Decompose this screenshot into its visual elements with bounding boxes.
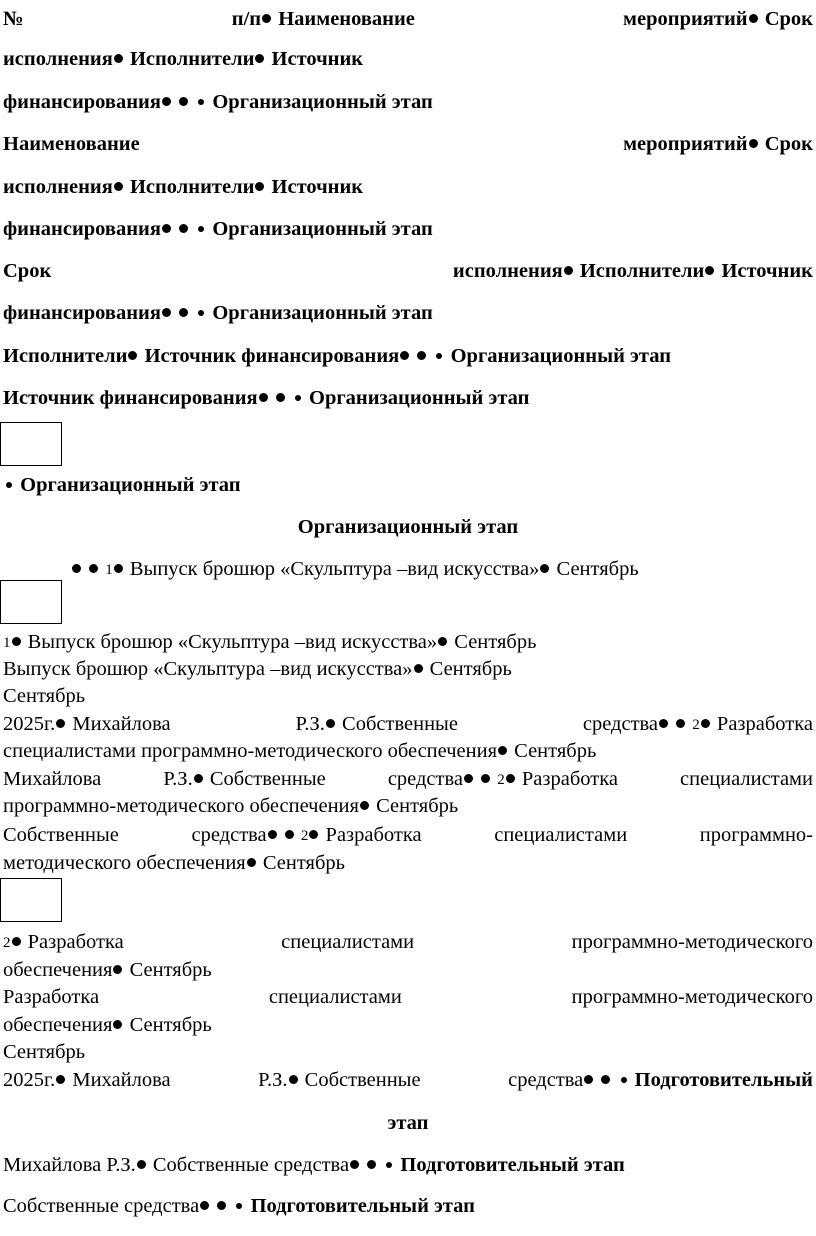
header-row-2: исполнения Исполнители Источник bbox=[3, 48, 364, 70]
item1-row-c: Выпуск брошюр «Скульптура –вид искусства» Сентябрь bbox=[3, 658, 512, 680]
bullet-icon bbox=[255, 182, 264, 191]
empty-cell-box bbox=[0, 422, 62, 466]
stage-org-heading: Организационный этап bbox=[297, 516, 519, 538]
small-bullet-icon bbox=[236, 1203, 242, 1209]
bullet-icon bbox=[289, 1075, 298, 1084]
small-bullet-icon bbox=[621, 1077, 627, 1083]
item1-row-a: 1 Выпуск брошюр «Скульптура –вид искусства» Сентябрь bbox=[3, 556, 813, 583]
executor-row: Михайлова Р.З. Собственные средства 2 Разработка специалистами bbox=[3, 768, 813, 790]
bullet-icon bbox=[676, 719, 685, 728]
bullet-icon bbox=[128, 351, 137, 360]
bullet-icon bbox=[438, 637, 447, 646]
bullet-icon bbox=[498, 746, 507, 755]
item2-tail-row: специалистами программно-методического обеспечения Сентябрь bbox=[3, 740, 597, 762]
bullet-icon bbox=[114, 54, 123, 63]
empty-cell-box bbox=[0, 580, 62, 624]
bullet-icon bbox=[564, 266, 573, 275]
bullet-icon bbox=[414, 664, 423, 673]
header-row-6: финансирования Организационный этап bbox=[3, 218, 433, 240]
empty-cell-box bbox=[0, 878, 62, 922]
executor-stage-row: Михайлова Р.З. Собственные средства Подготовительный этап bbox=[3, 1154, 625, 1176]
small-bullet-icon bbox=[436, 353, 442, 359]
funds-row: Собственные средства 2 Разработка специалистами программно- bbox=[3, 824, 813, 846]
small-bullet-icon bbox=[295, 395, 301, 401]
bullet-icon bbox=[113, 1020, 122, 1029]
bullet-icon bbox=[89, 564, 98, 573]
events-deadline-group: мероприятий Срок bbox=[623, 8, 813, 30]
bullet-icon bbox=[584, 1075, 593, 1084]
month-row-2: Сентябрь bbox=[3, 1041, 86, 1063]
bullet-icon bbox=[360, 801, 369, 810]
pp-name-group: п/п Наименование bbox=[231, 8, 415, 30]
small-bullet-icon bbox=[198, 99, 204, 105]
bullet-icon bbox=[481, 774, 490, 783]
bullet-icon bbox=[113, 965, 122, 974]
bullet-icon bbox=[259, 393, 268, 402]
item1-details-row: 2025г. Михайлова Р.З. Собственные средства 2 Разработка bbox=[3, 713, 813, 735]
bullet-icon bbox=[350, 1160, 359, 1169]
month-row: Сентябрь bbox=[3, 685, 86, 707]
item2-row-b-tail: обеспечения Сентябрь bbox=[3, 1014, 212, 1036]
bullet-icon bbox=[162, 97, 171, 106]
bullet-icon bbox=[200, 1201, 209, 1210]
bullet-icon bbox=[400, 351, 409, 360]
small-bullet-icon bbox=[386, 1162, 392, 1168]
bullet-icon bbox=[705, 266, 714, 275]
bullet-icon bbox=[162, 308, 171, 317]
bullet-icon bbox=[12, 937, 21, 946]
bullet-icon bbox=[601, 1075, 610, 1084]
bullet-icon bbox=[285, 830, 294, 839]
bullet-icon bbox=[114, 182, 123, 191]
bullet-icon bbox=[749, 14, 758, 23]
bullet-icon bbox=[137, 1160, 146, 1169]
stage-org-row: Организационный этап bbox=[3, 472, 813, 498]
bullet-icon bbox=[659, 719, 668, 728]
item2-tail-row-b: программно-методического обеспечения Сентябрь bbox=[3, 795, 459, 817]
header-row-7: Срок исполнения Исполнители Источник bbox=[3, 260, 813, 282]
bullet-icon bbox=[72, 564, 81, 573]
bullet-icon bbox=[749, 139, 758, 148]
item2-details-row: 2025г. Михайлова Р.З. Собственные средства Подготовительный bbox=[3, 1069, 813, 1091]
bullet-icon bbox=[464, 774, 473, 783]
bullet-icon bbox=[217, 1201, 226, 1210]
header-row-5: исполнения Исполнители Источник bbox=[3, 176, 364, 198]
bullet-icon bbox=[367, 1160, 376, 1169]
item2-row-a: 2 Разработка специалистами программно-методического bbox=[3, 931, 813, 953]
bullet-icon bbox=[12, 637, 21, 646]
bullet-icon bbox=[114, 564, 123, 573]
bullet-icon bbox=[179, 97, 188, 106]
bullet-icon bbox=[540, 564, 549, 573]
item2-row-a-tail: обеспечения Сентябрь bbox=[3, 959, 212, 981]
bullet-icon bbox=[268, 830, 277, 839]
bullet-icon bbox=[179, 224, 188, 233]
header-row-8: финансирования Организационный этап bbox=[3, 302, 433, 324]
bullet-icon bbox=[309, 830, 318, 839]
bullet-icon bbox=[247, 858, 256, 867]
bullet-icon bbox=[506, 774, 515, 783]
bullet-icon bbox=[179, 308, 188, 317]
stage-prep-tail: этап bbox=[387, 1112, 429, 1134]
item2-row-b: Разработка специалистами программно-методического bbox=[3, 986, 813, 1008]
bullet-icon bbox=[262, 14, 271, 23]
small-bullet-icon bbox=[6, 482, 12, 488]
bullet-icon bbox=[56, 719, 65, 728]
funds-stage-row: Собственные средства Подготовительный этап bbox=[3, 1195, 475, 1217]
bullet-icon bbox=[194, 774, 203, 783]
small-bullet-icon bbox=[198, 310, 204, 316]
bullet-icon bbox=[56, 1075, 65, 1084]
small-bullet-icon bbox=[198, 226, 204, 232]
bullet-icon bbox=[255, 54, 264, 63]
item2-tail-row-c: методического обеспечения Сентябрь bbox=[3, 852, 346, 874]
bullet-icon bbox=[162, 224, 171, 233]
bullet-icon bbox=[701, 719, 710, 728]
bullet-icon bbox=[276, 393, 285, 402]
bullet-icon bbox=[417, 351, 426, 360]
header-row-10: Источник финансирования Организационный этап bbox=[3, 387, 530, 409]
header-row-4: Наименование мероприятий Срок bbox=[3, 133, 813, 155]
num-label: № bbox=[3, 8, 24, 30]
header-row-9: Исполнители Источник финансирования Организационный этап bbox=[3, 345, 672, 367]
bullet-icon bbox=[326, 719, 335, 728]
header-row-3: финансирования Организационный этап bbox=[3, 91, 433, 113]
item1-row-b: 1 Выпуск брошюр «Скульптура –вид искусства» Сентябрь bbox=[3, 631, 537, 653]
header-row-1 bbox=[3, 6, 813, 32]
